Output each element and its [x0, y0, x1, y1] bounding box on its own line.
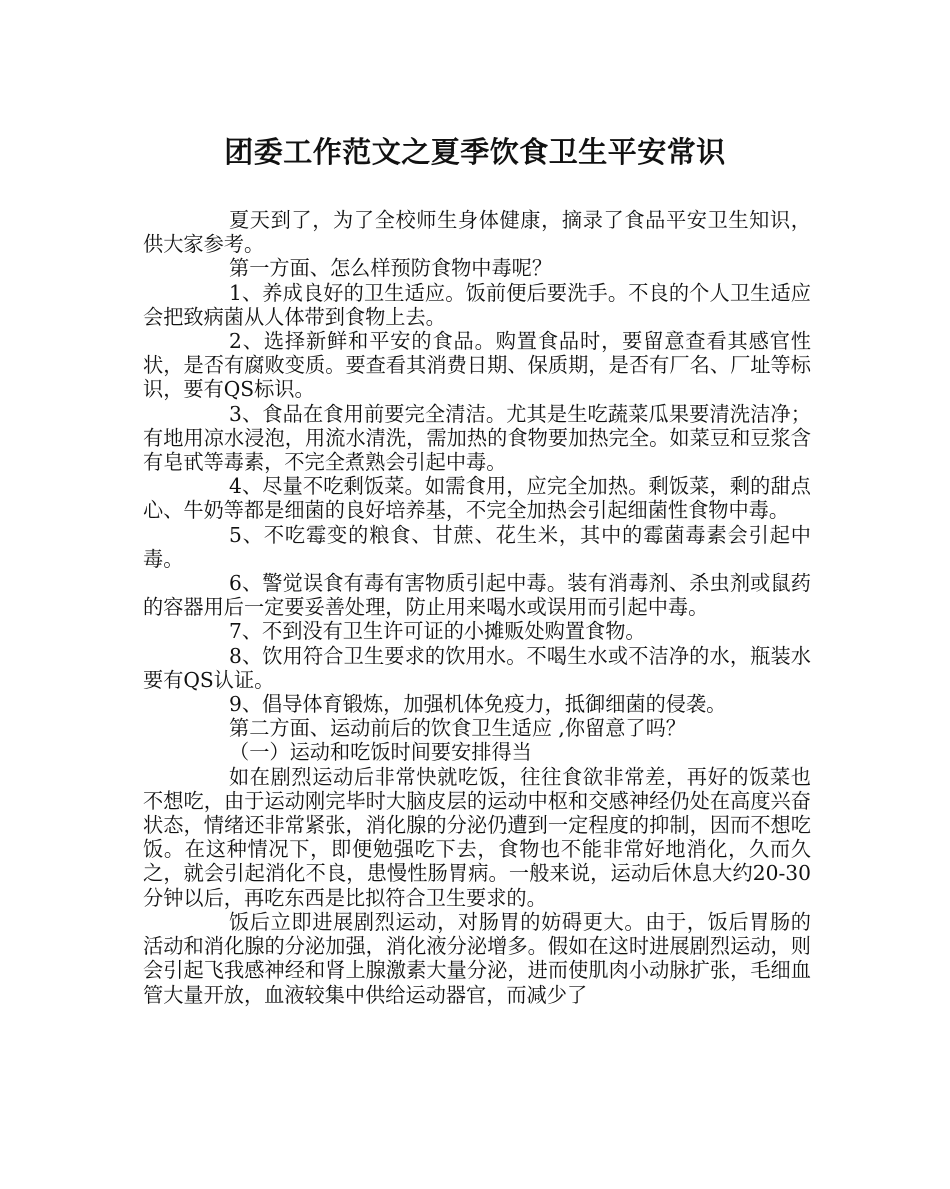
subsection-heading-1: （一）运动和吃饭时间要安排得当: [229, 740, 532, 765]
body-paragraph-2: 饭后立即进展剧烈运动，对肠胃的妨碍更大。由于，饭后胃肠的活动和消化腺的分泌加强，消化液分泌增多。假如在这时进展剧烈运动，则会引起飞我感神经和肾上腺激素大量分泌，进而使肌肉小动脉扩张，毛细血管大量开放，血液较集中供给运动器官，而减少了: [143, 909, 811, 1007]
list-item-6: 6、警觉误食有毒有害物质引起中毒。装有消毒剂、杀虫剂或鼠药的容器用后一定要妥善处理，防止用来喝水或误用而引起中毒。: [143, 571, 811, 620]
list-item-2: 2、选择新鲜和平安的食品。购置食品时，要留意查看其感官性状，是否有腐败变质。要查看其消费日期、保质期，是否有厂名、厂址等标识，要有QS标识。: [143, 329, 811, 402]
document-body: [143, 208, 811, 1007]
list-item-8: 8、饮用符合卫生要求的饮用水。不喝生水或不洁净的水，瓶装水要有QS认证。: [143, 643, 811, 692]
section-heading-2: 第二方面、运动前后的饮食卫生适应 ,你留意了吗？: [229, 716, 686, 741]
list-item-9: 9、倡导体育锻炼，加强机体免疫力，抵御细菌的侵袭。: [229, 692, 727, 717]
list-item-7: 7、不到没有卫生许可证的小摊贩处购置食物。: [229, 619, 646, 644]
section-heading-1: 第一方面、怎么样预防食物中毒呢？: [229, 256, 553, 281]
list-item-4: 4、尽量不吃剩饭菜。如需食用，应完全加热。剩饭菜，剩的甜点心、牛奶等都是细菌的良好培养基，不完全加热会引起细菌性食物中毒。: [143, 474, 811, 523]
list-item-3: 3、食品在食用前要完全清洁。尤其是生吃蔬菜瓜果要清洗洁净；有地用凉水浸泡，用流水清洗，需加热的食物要加热完全。如菜豆和豆浆含有皂甙等毒素，不完全煮熟会引起中毒。: [143, 401, 811, 475]
paragraph-intro: 夏天到了，为了全校师生身体健康，摘录了食品平安卫生知识，供大家参考。: [143, 208, 811, 257]
list-item-5: 5、不吃霉变的粮食、甘蔗、花生米，其中的霉菌毒素会引起中毒。: [143, 522, 811, 571]
list-item-1: 1、养成良好的卫生适应。饭前便后要洗手。不良的个人卫生适应会把致病菌从人体带到食物上去。: [143, 280, 811, 329]
body-paragraph-1: 如在剧烈运动后非常快就吃饭，往往食欲非常差，再好的饭菜也不想吃，由于运动刚完毕时大脑皮层的运动中枢和交感神经仍处在高度兴奋状态，情绪还非常紧张，消化腺的分泌仍遭到一定程度的抑制，因而不想吃饭。在这种情况下，即便勉强吃下去，食物也不能非常好地消化，久而久之，就会引起消化不良，患慢性肠胃病。一般来说，运动后休息大约20-30分钟以后，再吃东西是比拟符合卫生要求的。: [143, 764, 811, 910]
page-title: 团委工作范文之夏季饮食卫生平安常识: [224, 135, 726, 169]
